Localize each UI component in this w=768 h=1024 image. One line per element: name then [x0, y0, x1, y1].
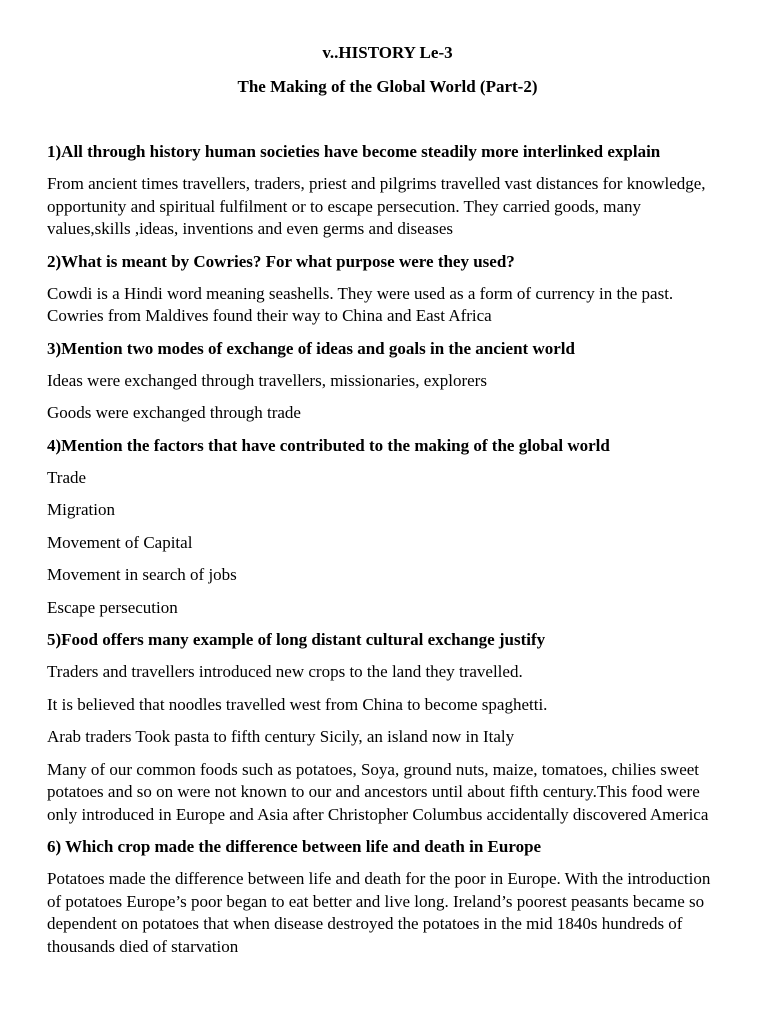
answer-paragraph: Arab traders Took pasta to fifth century Sicily, an island now in Italy	[47, 727, 515, 746]
answer-paragraph: Goods were exchanged through trade	[47, 403, 301, 422]
answer-paragraph: It is believed that noodles travelled west from China to become spaghetti.	[47, 694, 548, 714]
document-title: v..HISTORY Le-3	[322, 43, 453, 62]
question-3: 3)Mention two modes of exchange of ideas and goals in the ancient world	[47, 338, 575, 358]
answer-paragraph: From ancient times travellers, traders, priest and pilgrims travelled vast distances for knowledge, opportunity and spiritual fulfilment or to escape persecution. They carried goods, many values,skills ,ideas, inventions and even germs and diseases	[47, 174, 706, 238]
document-content	[47, 141, 728, 958]
question-1: 1)All through history human societies have become steadily more interlinked explain	[47, 142, 661, 161]
answer-item: Escape persecution	[47, 597, 178, 617]
question-4: 4)Mention the factors that have contributed to the making of the global world	[47, 435, 610, 455]
question-5: 5)Food offers many example of long distant cultural exchange justify	[47, 630, 546, 649]
answer-paragraph: Ideas were exchanged through travellers, missionaries, explorers	[47, 370, 487, 390]
answer-item: Trade	[47, 467, 87, 487]
question-2: 2)What is meant by Cowries? For what purpose were they used?	[47, 251, 515, 271]
document-subtitle: The Making of the Global World (Part-2)	[237, 77, 538, 96]
answer-paragraph: Traders and travellers introduced new crops to the land they travelled.	[47, 662, 523, 681]
answer-paragraph: Potatoes made the difference between life and death for the poor in Europe. With the introduction of potatoes Europe’s poor began to eat better and live long. Ireland’s poorest peasants became so dependent on potatoes that when disease destroyed the potatoes in the mid 1840s hundreds of thousands died of starvation	[47, 869, 711, 956]
answer-item: Movement of Capital	[47, 532, 193, 552]
answer-paragraph: Many of our common foods such as potatoes, Soya, ground nuts, maize, tomatoes, chilies sweet potatoes and so on were not known to our and ancestors until about fifth century.This food were only introduced in Europe and Asia after Christopher Columbus accidentally discovered America	[47, 759, 709, 824]
question-6: 6) Which crop made the difference between life and death in Europe	[47, 837, 542, 856]
answer-item: Movement in search of jobs	[47, 565, 237, 584]
answer-item: Migration	[47, 500, 115, 519]
answer-paragraph: Cowdi is a Hindi word meaning seashells. They were used as a form of currency in the past. Cowries from Maldives found their way to China and East Africa	[47, 283, 674, 325]
